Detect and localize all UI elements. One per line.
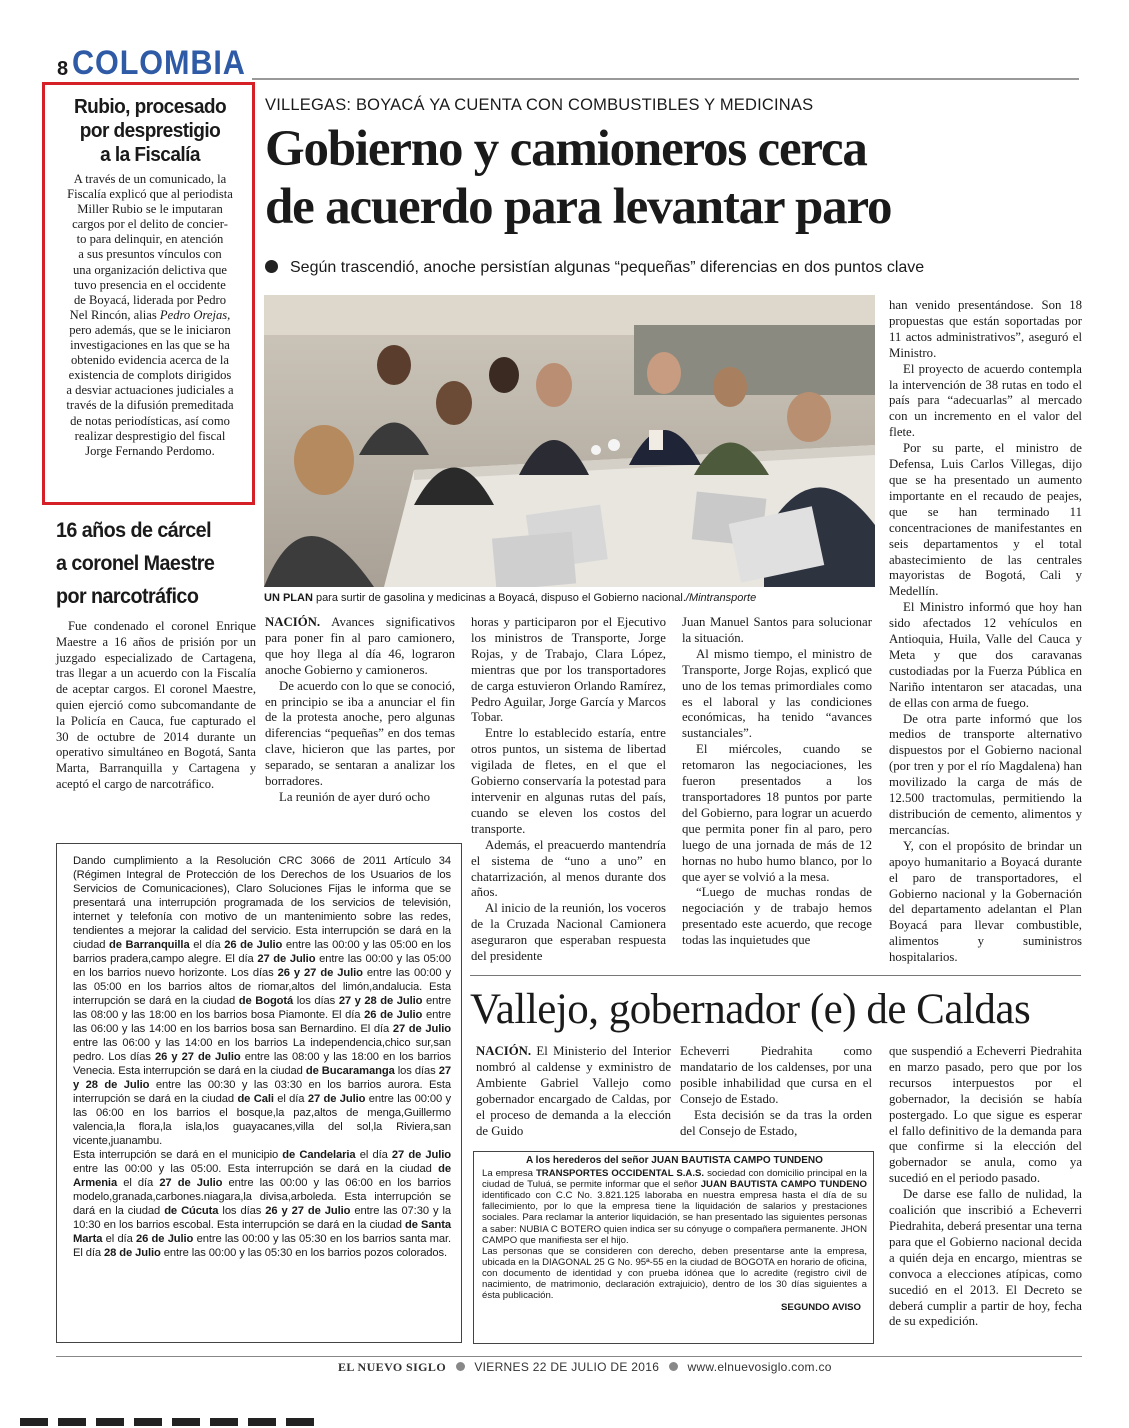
boxed-line: realizar desprestigio del fiscal [74, 428, 226, 443]
paragraph: NACIÓN. El Ministerio del Interior nombró al caldense y exministro de Ambiente Gabriel Vallejo como gobernador encargado de Caldas, por el proceso de demanda a la elección de Guido [476, 1044, 671, 1138]
bold-text: de Barranquilla [109, 939, 190, 951]
boxed-line: tuvo presencia en el occidente [74, 277, 226, 292]
paragraph: horas y participaron por el Ejecutivo los ministros de Transporte, Jorge Rojas, y de Trabajo, Clara López, mientras que por los transportadores de carga estuvieron Orlando Ramírez, Pedro Aguilar, Jorge García y Marcos Tobar. [471, 615, 666, 725]
boxed-line: existencia de complots dirigidos [68, 368, 232, 383]
boxed-line: A través de un comunicado, la [73, 172, 227, 186]
dot-icon [456, 1362, 465, 1371]
boxed-line: Jorge Fernando Perdomo. [85, 443, 215, 458]
vallejo-column-1 [476, 1044, 671, 1139]
bold-text: 26 y 27 de Julio [265, 1205, 351, 1217]
paragraph: “Luego de muchas rondas de negociación y de trabajo hemos presentado este acuerdo, que recoge todas las inquietudes que [682, 885, 872, 948]
text: sociedad con domicilio principal en la ciudad de Tuluá, se permite informar que el señor [482, 1168, 867, 1191]
text: identificado con C.C No. 3.821.125 laboraba en nuestra empresa hasta el día de su fallecimiento, por lo que la empresa tiene la liquidación de salarios y prestaciones sociales. Para reclamar la anterior liquidación, se han presentado las siguientes personas a saber: NUBIA C BOTERO quien indica ser su cónyuge o compañera permanente. JHON CAMPO que manifiesta ser el hijo. [482, 1190, 867, 1246]
text: el día [355, 1149, 392, 1161]
paragraph: La reunión de ayer duró ocho [279, 789, 431, 804]
paragraph: Al mismo tiempo, el ministro de Transporte, Jorge Rojas, explicó que uno de los temas primordiales como es el laboral y las condiciones económicas, ha tenido “avances sustanciales”. [682, 646, 872, 741]
crop-marks [0, 1416, 1129, 1428]
text: Esta interrupción se dará en el municipio [73, 1149, 283, 1161]
story-coronel-maestre [56, 510, 256, 793]
paragraph: El Ministro informó que hoy han sido afectados 12 vehículos en Antioquia, Huila, Valle del Cauca y Meta y que dos caravanas custodiadas por la Fuerza Pública en Nariño intentaron ser atacadas, una de ellas con arma de fuego. [889, 600, 1082, 710]
paragraph: Juan Manuel Santos para solucionar la situación. [682, 615, 872, 645]
heirs-notice-body [482, 1168, 867, 1301]
text: los días [293, 995, 339, 1007]
text: entre las 06:00 y las 14:00 en los barrios bosa san Bernardino. El día [73, 1009, 451, 1035]
bold-text: 27 de Julio [391, 1149, 451, 1161]
text: entre las 08:00 y las 18:00 en los barrios bosa Piamonte. El día [73, 995, 452, 1021]
bold-text: 27 de Julio [257, 953, 316, 965]
footer-date: VIERNES 22 DE JULIO DE 2016 [474, 1360, 660, 1374]
page-number: 8 [57, 58, 69, 80]
photo-caption: UN PLAN para surtir de gasolina y medicinas a Boyacá, dispuso el Gobierno nacional./Mintransporte [264, 592, 757, 604]
boxed-story-headline: Rubio, procesado por desprestigio a la Fiscalía [73, 95, 227, 166]
paragraph: Al inicio de la reunión, los voceros de la Cruzada Nacional Camionera aseguraron que esperaban respuesta del presidente [471, 901, 666, 964]
bold-text: de Candelaria [282, 1149, 356, 1161]
paragraph: que suspendió a Echeverri Piedrahita en marzo pasado, pero que por los recursos interpuestos por el gobernador, la decisión se había postergado. Lo que sigue es esperar el fallo definitivo de la demanda para que confirme si la elección del gobernador se anula, como ya sucedió en el periodo pasado. [889, 1044, 1082, 1186]
main-column-1 [265, 615, 455, 806]
paragraph: Echeverri Piedrahita como mandatario de los caldenses, por una posible inhabilidad que cursa en el Consejo de Estado. [680, 1044, 872, 1106]
paragraph: Entre lo establecido estaría, entre otros puntos, un sistema de libertad vigilada de fletes, en el que el Gobierno conservaría la potestad para intervenir en algunas rutas del país, cuando se eleven los costos del transporte. [471, 726, 666, 836]
bold-text: 26 de Julio [364, 1009, 423, 1021]
paragraph: De acuerdo con lo que se conoció, en principio se iba a anunciar el fin de la protesta anoche, pero algunas diferencias “pequeñas” en dos temas clave, hicieron que las partes, por separado, se sentaran a analizar los borradores. [265, 678, 455, 789]
text: entre las 00:00 y las 05:00 en los barrios nuevo horizonte. Los días [73, 953, 451, 979]
main-column-2 [471, 615, 666, 965]
claro-service-notice [56, 843, 462, 1343]
main-column-3 [682, 615, 872, 949]
text: entre las 00:00 y las 05:00. Esta interrupción se dará en la ciudad [73, 1163, 439, 1175]
vallejo-rule [470, 975, 1081, 976]
text: el día [273, 1093, 308, 1105]
main-headline: Gobierno y camioneros cerca de acuerdo para levantar paro [265, 121, 892, 235]
boxed-line: Nel Rincón, alias [69, 307, 160, 322]
bold-text: de Cúcuta [164, 1205, 219, 1217]
bold-text: 26 y 27 de Julio [277, 967, 363, 979]
text: el día [189, 939, 225, 951]
text: entre las 00:00 y las 05:30 en los barrios pozos colorados. [160, 1247, 448, 1259]
bullet-icon [265, 260, 278, 273]
heirs-notice-title: A los herederos del señor JUAN BAUTISTA CAMPO TUNDENO [526, 1155, 823, 1166]
paragraph: El miércoles, cuando se retomaron las negociaciones, les fueron presentados a los transportadores 18 puntos por parte del Gobierno, para lograr un acuerdo que permita poner fin al paro, pero luego de una jornada de más de 12 hornas no hubo humo blanco, por lo que ayer se volvió a la mesa. [682, 742, 872, 884]
text: entre las 00:00 y las 06:00 en los barrios modelo,granada,carbones.niagara,la divisa,arboleda. Esta interrupción se dará en la ciudad [73, 1177, 451, 1217]
boxed-line: a sus presuntos vínculos con [78, 247, 222, 262]
vallejo-column-2 [680, 1044, 872, 1139]
boxed-line: pero además, que se le iniciaron [69, 322, 231, 337]
paragraph: El proyecto de acuerdo contempla la intervención de 38 rutas en todo el país para “adecuarlas” al mercado con un incremento en el valor del flete. [889, 361, 1082, 440]
paragraph: NACIÓN. Avances significativos para poner fin al paro camionero, que hoy llega al día 46, lograron anoche Gobierno y camioneros. [265, 615, 455, 677]
footer-brand: EL NUEVO SIGLO [338, 1360, 447, 1374]
text: entre las 00:00 y las 05:00 en los barrios altos de riomar,altos del limón,andalucia. Esta interrupción se dará en la ciudad [73, 967, 451, 1007]
page-footer [338, 1360, 832, 1375]
paragraph: han venido presentándose. Son 18 propuestas que están soportadas por 11 actos administrativos”, aseguró el Ministro. [889, 298, 1082, 360]
bold-text: 26 de Julio [136, 1233, 194, 1245]
paragraph: Además, el preacuerdo mantendría el sistema de “uno a uno” en chatarrización, al menos durante dos años. [471, 837, 666, 900]
bold-text: JUAN BAUTISTA CAMPO TUNDENO [700, 1179, 867, 1191]
boxed-line: Miller Rubio se le imputaran [77, 202, 223, 217]
text: La empresa [482, 1168, 536, 1180]
bold-text: de Cali [237, 1093, 274, 1105]
bold-text: 26 y 27 de Julio [155, 1051, 241, 1063]
boxed-line: través de la difusión premeditada [66, 398, 234, 413]
bold-text: 27 de Julio [307, 1093, 366, 1105]
bold-text: 27 de Julio [159, 1177, 223, 1189]
text: Las personas que se consideren con derecho, deben presentarse ante la empresa, ubicada en la DIAGONAL 25 G No. 95ª-55 en la ciudad de BOGOTA en horario de oficina, con documento de identidad y con prueba idónea que lo acredite (registro civil de nacimiento, de matrimonio, declaración extrajuicio), dentro de los 30 días siguientes a ésta publicación. [482, 1245, 867, 1302]
bold-text: 27 y 28 de Julio [338, 995, 423, 1007]
meeting-photo [264, 295, 875, 587]
bold-text: 28 de Julio [104, 1247, 161, 1259]
dot-icon [669, 1362, 678, 1371]
section-title: COLOMBIA [72, 44, 246, 82]
text: los días [394, 1065, 439, 1077]
boxed-line: investigaciones en las que se ha [70, 338, 230, 353]
paragraph: Por su parte, el ministro de Defensa, Luis Carlos Villegas, dijo que se ha presentado un aumento importante en el recaudo de peajes, que se han terminado 11 concentraciones de manifestantes en seis departamentos y el total abastecimiento de las centrales mayoristas de Bogotá, Cali y Medellín. [889, 441, 1082, 599]
text: los días [218, 1205, 266, 1217]
boxed-line: una organización delictiva que [73, 262, 227, 277]
main-kicker: VILLEGAS: BOYACÁ YA CUENTA CON COMBUSTIBLES Y MEDICINAS [265, 96, 814, 114]
boxed-line: to para delinquir, en atención [76, 232, 224, 247]
bold-text: de Armenia [73, 1163, 451, 1189]
bold-text: de Bogotá [238, 995, 294, 1007]
text: Dando cumplimiento a la Resolución CRC 3066 de 2011 Artículo 34 (Régimen Integral de Protección de los Derechos de los Usuarios de los Servicios de Comunicaciones), Claro Soluciones Fijas le informa que se presentará una interrupción programada de los servicios de televisión, internet y telefonía con motivo de un mantenimiento sobre las redes, tendientes a mejorar la calidad del servicio. Esta interrupción se dará en la ciudad [73, 855, 451, 951]
story2-body: Fue condenado el coronel Enrique Maestre a 16 años de prisión por un juzgado especializado de Cartagena, tras llegar a un acuerdo con la Fiscalía de aceptar cargos. El coronel Maestre, quien ejerció como subcomandante de la Policía en Cauca, fue capturado el 30 de octubre de 2014 durante un operativo simultáneo en Bogotá, Santa Marta, Barranquilla y Cartagena y aceptó el cargo de narcotráfico. [56, 619, 256, 791]
text: entre las 06:00 y las 14:00 en los barrios La independencia,chico sur,san pedro. Los días [73, 1037, 451, 1063]
bold-text: 26 de Julio [224, 939, 283, 951]
text: entre las 08:00 y las 18:00 en los barrios Venecia. Esta interrupción se dará en la ciudad [73, 1051, 451, 1077]
text: entre las 07:30 y la 10:30 en los barrios escobal. Esta interrupción se dará en la ciudad [73, 1205, 451, 1231]
bold-text: de Santa Marta [73, 1219, 451, 1245]
text: entre las 00:00 y las 05:30 en los barrios santa mar. El día [73, 1233, 451, 1259]
boxed-line: obtenido evidencia acerca de la [70, 353, 230, 368]
boxed-line: de Boyacá, liderada por Pedro [73, 292, 227, 307]
main-deck: Según trascendió, anoche persistían algunas “pequeñas” diferencias en dos puntos clave [265, 259, 924, 277]
boxed-line: a desviar actuaciones judiciales a [66, 383, 234, 398]
text: el día [117, 1177, 160, 1189]
main-column-4 [889, 298, 1082, 966]
boxed-story-rubio [42, 82, 255, 505]
text: entre las 00:00 y las 06:00 en los barrios el bosque,la paz,altos de menga,Guillermo valencia,la flora,la isla,los guayacanes,villa del sol,la Riviera,san vicente,juanambu. [73, 1093, 452, 1147]
bold-text: de Bucaramanga [305, 1065, 395, 1077]
heirs-notice [473, 1151, 874, 1344]
footer-rule [56, 1356, 1082, 1357]
vallejo-headline: Vallejo, gobernador (e) de Caldas [470, 986, 1031, 1033]
paragraph: De otra parte informó que los medios de transporte alternativo dispuestos por el Gobierno nacional (por tren y por el río Magdalena) han movilizado la carga de más de 12.500 tractomulas, permitiendo la distribución de cemento, alimentos y mercancías. [889, 711, 1082, 837]
bold-text: 27 de Julio [392, 1023, 451, 1035]
bold-text: 27 y 28 de Julio [73, 1065, 451, 1091]
paragraph: De darse ese fallo de nulidad, la coalición que inscribió a Echeverri Piedrahita, deberá presentar una terna para que el Gobierno nacional decida a quién deja en encargo, mientras se convoca a elecciones atípicas, como sucedió en el 2013. El Decreto se deberá cumplir a partir de hoy, fecha de su expedición. [889, 1187, 1082, 1329]
boxed-story-body [58, 172, 242, 459]
header-rule [252, 78, 1079, 80]
boxed-line: cargos por el delito de concier- [72, 217, 228, 232]
bold-text: TRANSPORTES OCCIDENTAL S.A.S. [535, 1168, 705, 1180]
vallejo-column-3 [889, 1044, 1082, 1330]
boxed-line: de notas periodísticas, así como [70, 413, 230, 428]
paragraph: Esta decisión se da tras la orden del Consejo de Estado, [680, 1107, 872, 1138]
text: entre las 00:00 y las 05:00 en los barrios pradera,campo alegre. El día [73, 939, 451, 965]
boxed-line: Fiscalía explicó que al periodista [67, 187, 233, 202]
text: el día [102, 1233, 136, 1245]
heirs-notice-signoff: SEGUNDO AVISO [781, 1302, 861, 1314]
alias-italic: Pedro Orejas, [159, 307, 231, 322]
footer-website[interactable]: www.elnuevosiglo.com.co [687, 1360, 832, 1374]
text: entre las 00:30 y las 03:30 en los barrios aurora. Esta interrupción se dará en la ciudad [73, 1079, 451, 1105]
story2-headline: 16 años de cárcel a coronel Maestre por narcotráfico [56, 519, 215, 608]
paragraph: Y, con el propósito de brindar un apoyo humanitario a Boyacá durante el paro de transportadores, el Gobierno nacional y la Gobernación del departamento adelantan el Plan Boyacá para llevar combustible, alimentos y suministros hospitalarios. [889, 838, 1082, 965]
